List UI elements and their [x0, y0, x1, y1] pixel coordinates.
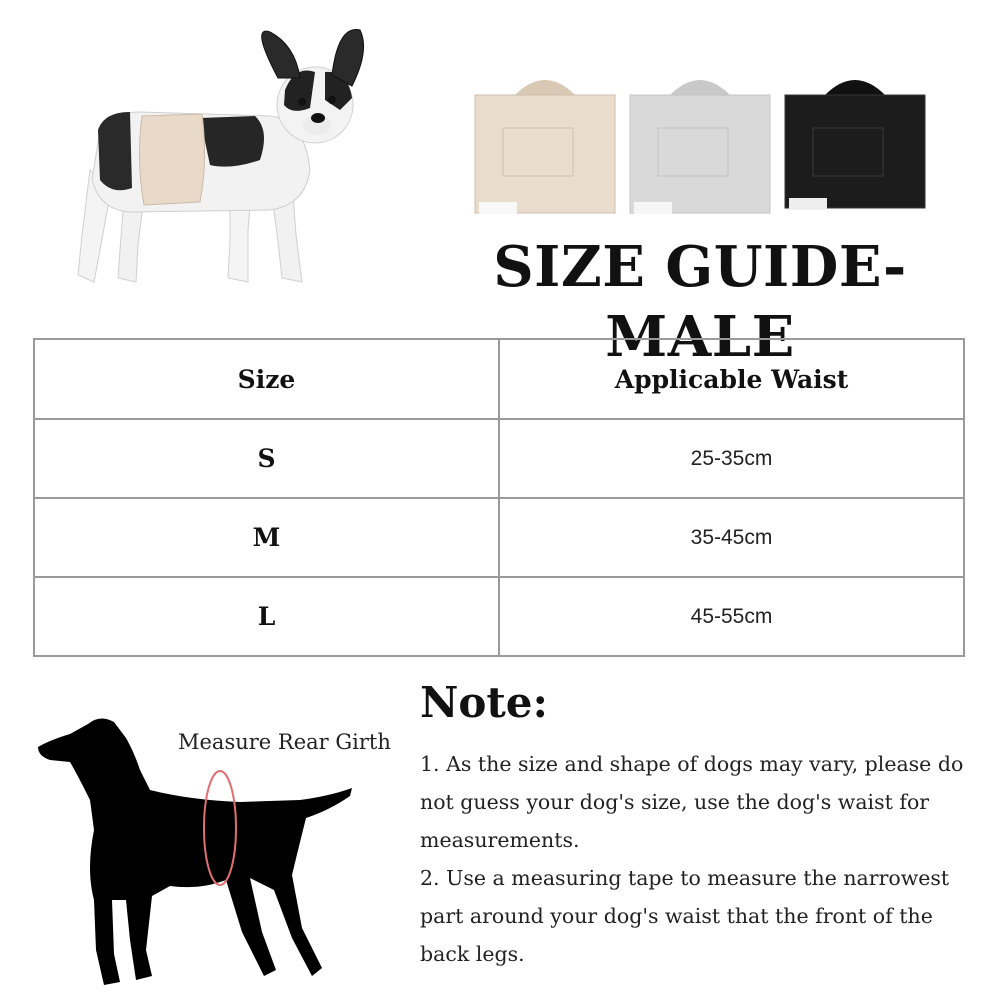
size-table	[33, 338, 965, 657]
diaper-grey	[630, 80, 770, 214]
dog-eye-left	[298, 98, 306, 106]
note-heading: Note:	[420, 678, 549, 727]
note-body	[420, 745, 980, 973]
belly-band	[139, 114, 204, 205]
dog-ear-left	[262, 31, 300, 78]
waist-cell: 45-55cm	[499, 577, 964, 656]
diaper-beige	[475, 80, 615, 214]
header-size: Size	[34, 339, 499, 419]
waist-cell: 25-35cm	[499, 419, 964, 498]
note-item: 1. As the size and shape of dogs may vary, please do not guess your dog's size, use the dog's waist for measurements.	[420, 752, 964, 852]
dog-ear-right	[332, 30, 364, 86]
header-applicable-waist: Applicable Waist	[499, 339, 964, 419]
size-cell: M	[34, 498, 499, 577]
measure-rear-girth-label: Measure Rear Girth	[178, 730, 391, 754]
product-diapers	[470, 70, 930, 220]
note-item: 2. Use a measuring tape to measure the narrowest part around your dog's waist that the front of the back legs.	[420, 866, 950, 966]
table-row	[34, 577, 964, 656]
dog-rump-patch	[98, 112, 132, 190]
size-guide-title: SIZE GUIDE-MALE	[493, 234, 907, 370]
dog-shoulder-patch	[200, 116, 264, 167]
size-cell: S	[34, 419, 499, 498]
dog-silhouette	[38, 718, 352, 985]
table-row	[34, 498, 964, 577]
dog-eye-right	[328, 96, 336, 104]
dog-photo	[70, 20, 370, 295]
waist-cell: 35-45cm	[499, 498, 964, 577]
dog-nose	[311, 113, 325, 123]
diaper-black	[785, 80, 925, 210]
table-row	[34, 419, 964, 498]
size-cell: L	[34, 577, 499, 656]
table-header-row	[34, 339, 964, 419]
